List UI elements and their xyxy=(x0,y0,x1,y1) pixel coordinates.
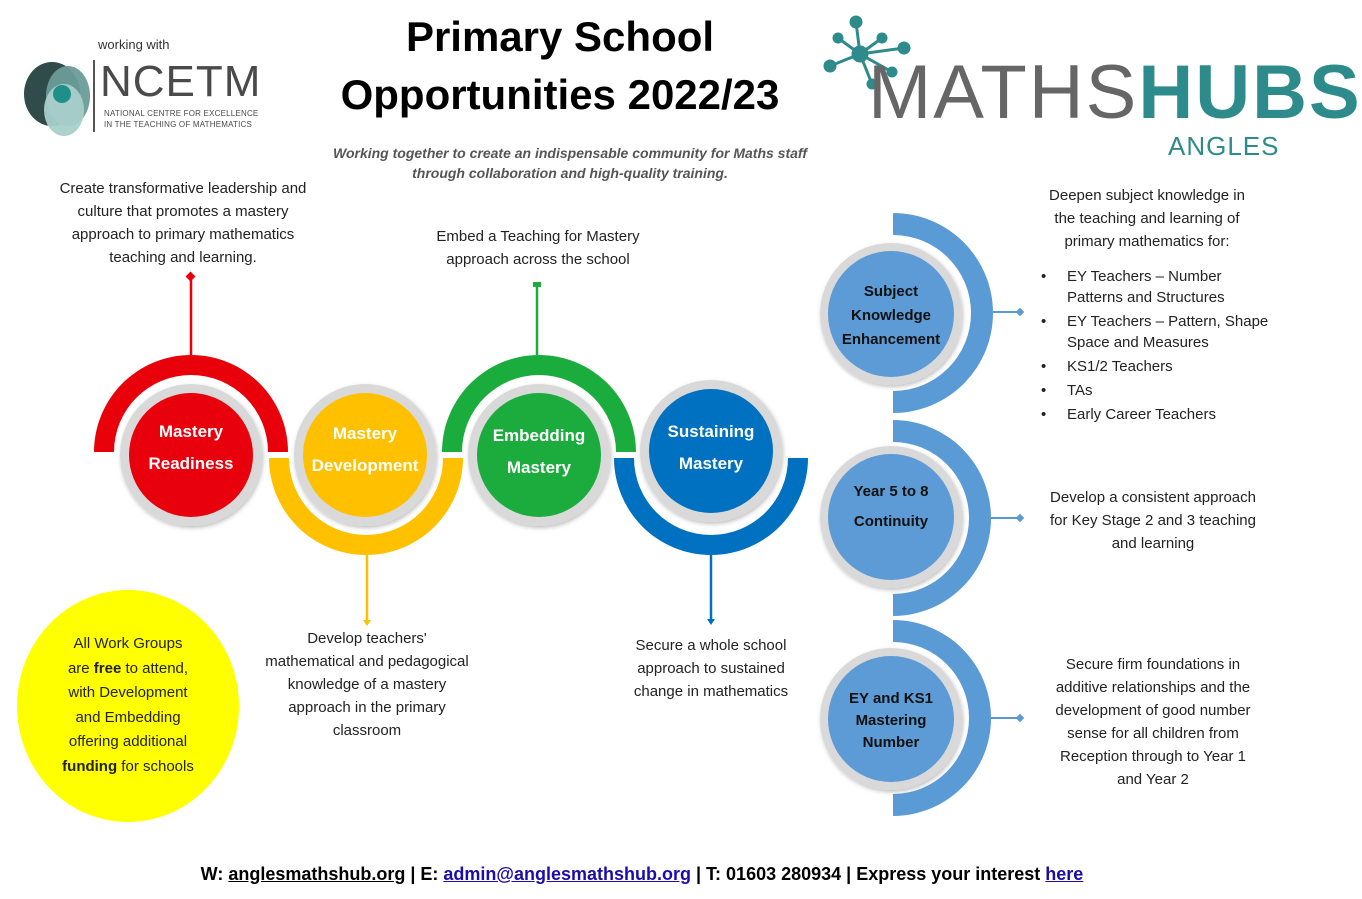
side-label-mastering-number xyxy=(826,688,956,754)
free-note-line: with Development xyxy=(68,684,188,701)
free-note-line: offering additional xyxy=(68,733,188,750)
description-line: culture that promotes a mastery xyxy=(77,203,289,220)
free-note-text-part: for schools xyxy=(117,757,194,775)
description-line: knowledge of a mastery xyxy=(287,676,447,693)
free-note-text xyxy=(35,632,221,779)
description-line: approach to primary mathematics xyxy=(71,226,295,243)
year5to8-connector-end xyxy=(1016,514,1024,522)
stage-label-line1: Mastery xyxy=(332,424,398,443)
express-interest-link[interactable]: here xyxy=(1045,864,1084,884)
free-note-text-part: to attend, xyxy=(121,659,189,677)
stage-label-line1: Embedding xyxy=(492,426,586,445)
stage-label-line2: Mastery xyxy=(678,454,744,473)
free-note-line: All Work Groups xyxy=(73,635,183,652)
side-label-line1: EY and KS1 xyxy=(849,690,933,707)
description-line: Secure firm foundations in xyxy=(1065,656,1241,673)
stage-label-development xyxy=(295,418,435,482)
free-note-line xyxy=(35,755,221,780)
readiness-description xyxy=(40,177,326,269)
description-line: Create transformative leadership and xyxy=(59,180,307,197)
description-line: classroom xyxy=(332,722,402,739)
side-label-line1: Subject xyxy=(863,283,919,300)
ncetm-subtitle-line1: NATIONAL CENTRE FOR EXCELLENCE xyxy=(104,109,259,118)
stage-label-line2: Readiness xyxy=(148,454,234,473)
description-line: additive relationships and the xyxy=(1055,679,1251,696)
embedding-description xyxy=(428,225,648,271)
tagline-line2: through collaboration and high-quality training. xyxy=(412,165,728,181)
working-with-label: working with xyxy=(98,37,170,52)
year5to8-description xyxy=(1036,486,1270,555)
subject-knowledge-bullets xyxy=(1041,266,1277,428)
website-link[interactable]: anglesmathshub.org xyxy=(228,864,406,884)
description-line: approach across the school xyxy=(446,251,630,268)
description-line: Embed a Teaching for Mastery xyxy=(436,228,640,245)
mathshubs-hubs: HUBS xyxy=(1138,50,1362,135)
footer-website-label: W: xyxy=(200,864,229,884)
mastering-number-connector-end xyxy=(1016,714,1024,722)
free-note-emphasis: funding xyxy=(62,757,118,775)
side-label-line1: Year 5 to 8 xyxy=(853,483,929,500)
subject-knowledge-connector-end xyxy=(1016,308,1024,316)
stage-label-line2: Mastery xyxy=(506,458,572,477)
stage-label-line1: Mastery xyxy=(158,422,224,441)
side-label-line2: Knowledge xyxy=(850,307,931,324)
stage-label-line1: Sustaining xyxy=(667,422,755,441)
title-line1: Primary School xyxy=(405,13,715,60)
description-line: and learning xyxy=(1111,535,1195,552)
description-line: Reception through to Year 1 xyxy=(1060,748,1246,765)
description-line: for Key Stage 2 and 3 teaching xyxy=(1050,512,1256,529)
side-label-line3: Enhancement xyxy=(841,331,941,348)
stage-label-embedding xyxy=(479,420,599,484)
side-label-line2: Continuity xyxy=(853,513,929,530)
email-link[interactable]: admin@anglesmathshub.org xyxy=(443,864,692,884)
intro-line: primary mathematics for: xyxy=(1064,233,1230,250)
footer-phone: | T: 01603 280934 | Express your interest xyxy=(691,864,1046,884)
stage-label-readiness xyxy=(131,416,251,480)
stage-label-sustaining xyxy=(651,416,771,480)
ncetm-subtitle-line2: IN THE TEACHING OF MATHEMATICS xyxy=(104,120,253,129)
side-label-subject-knowledge xyxy=(826,280,956,352)
description-line: Develop a consistent approach xyxy=(1050,489,1256,506)
embedding-connector-end xyxy=(533,282,541,287)
free-note-text-part: are xyxy=(67,659,94,677)
mathshubs-maths: MATHS xyxy=(868,50,1139,135)
description-line: change in mathematics xyxy=(633,683,789,700)
intro-line: the teaching and learning of xyxy=(1054,210,1240,227)
list-item: • EY Teachers – Pattern, Shape Space and Measures xyxy=(1041,311,1277,353)
list-item: • EY Teachers – Number Patterns and Structures xyxy=(1041,266,1277,308)
footer-email-label: | E: xyxy=(405,864,444,884)
list-item: • TAs xyxy=(1041,380,1277,401)
list-item: • Early Career Teachers xyxy=(1041,404,1277,425)
subject-knowledge-intro xyxy=(1030,184,1264,253)
sustaining-connector-end xyxy=(707,619,715,625)
free-note-line xyxy=(35,657,221,682)
side-label-year5to8 xyxy=(826,477,956,537)
free-note-line: and Embedding xyxy=(75,708,181,726)
description-line: Secure a whole school xyxy=(635,637,787,654)
description-line: mathematical and pedagogical xyxy=(265,653,469,670)
side-label-line3: Number xyxy=(862,734,920,751)
description-line: approach to sustained xyxy=(637,660,785,677)
description-line: teaching and learning. xyxy=(109,249,257,266)
description-line: sense for all children from xyxy=(1067,725,1239,742)
sustaining-description xyxy=(612,634,810,703)
mastering-number-description xyxy=(1036,653,1270,791)
ncetm-wordmark: NCETM xyxy=(100,57,262,106)
stage-label-line2: Development xyxy=(311,456,419,475)
list-item: • KS1/2 Teachers xyxy=(1041,356,1277,377)
side-label-line2: Mastering xyxy=(855,712,927,729)
development-connector-end xyxy=(363,620,371,626)
intro-line: Deepen subject knowledge in xyxy=(1049,187,1245,204)
readiness-connector-end xyxy=(186,272,196,282)
description-line: development of good number xyxy=(1055,702,1251,719)
free-note-emphasis: free xyxy=(93,659,122,677)
footer-contact xyxy=(0,864,1284,885)
tagline-line1: Working together to create an indispensable community for Maths staff xyxy=(332,145,807,161)
description-line: and Year 2 xyxy=(1117,771,1189,788)
mathshubs-angles: ANGLES xyxy=(1168,131,1280,161)
description-line: approach in the primary xyxy=(288,699,446,716)
title-line2: Opportunities 2022/23 xyxy=(340,71,780,118)
development-description xyxy=(250,627,484,742)
description-line: Develop teachers' xyxy=(307,630,427,647)
